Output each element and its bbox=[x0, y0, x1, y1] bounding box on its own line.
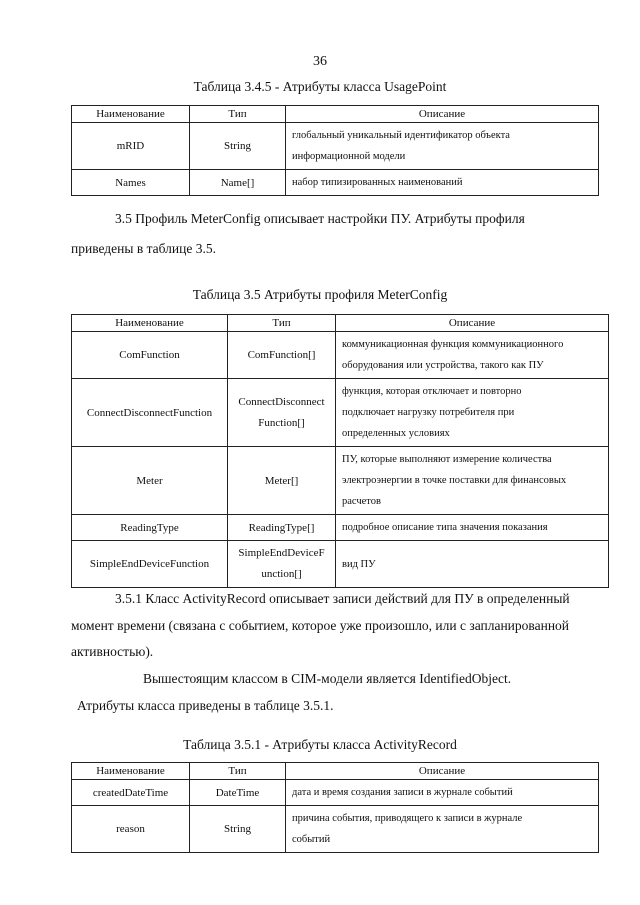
header-type: Тип bbox=[228, 315, 336, 332]
header-type: Тип bbox=[190, 763, 286, 780]
table-row bbox=[72, 332, 609, 379]
cell-type: ComFunction[] bbox=[228, 332, 336, 379]
cell-name: Meter bbox=[72, 447, 228, 515]
paragraph-line: 3.5 Профиль MeterConfig описывает настройки ПУ. Атрибуты профиля bbox=[115, 211, 525, 226]
cell-description: глобальный уникальный идентификатор объекта информационной модели bbox=[286, 123, 599, 170]
cell-name: reason bbox=[72, 806, 190, 853]
cell-description: дата и время создания записи в журнале событий bbox=[286, 780, 599, 806]
cell-description: функция, которая отключает и повторно подключает нагрузку потребителя при определенных условиях bbox=[336, 379, 609, 447]
paragraph-line: Вышестоящим классом в CIM-модели является IdentifiedObject. bbox=[143, 671, 512, 686]
paragraph-line: активностью). bbox=[71, 644, 154, 659]
cell-description: подробное описание типа значения показания bbox=[336, 515, 609, 541]
table-row bbox=[72, 447, 609, 515]
header-description: Описание bbox=[336, 315, 609, 332]
cell-name: ReadingType bbox=[72, 515, 228, 541]
paragraph-line: приведены в таблице 3.5. bbox=[71, 241, 216, 256]
cell-type: Meter[] bbox=[228, 447, 336, 515]
table-row bbox=[72, 170, 599, 196]
paragraph-line: 3.5.1 Класс ActivityRecord описывает записи действий для ПУ в определенный bbox=[115, 591, 570, 606]
table-meterconfig bbox=[71, 314, 609, 588]
header-description: Описание bbox=[286, 106, 599, 123]
page-number: 36 bbox=[313, 54, 327, 69]
cell-type: DateTime bbox=[190, 780, 286, 806]
cell-type: ConnectDisconnect Function[] bbox=[228, 379, 336, 447]
cell-type: String bbox=[190, 806, 286, 853]
table-usagepoint bbox=[71, 105, 599, 196]
cell-description: вид ПУ bbox=[336, 541, 609, 588]
table-row bbox=[72, 515, 609, 541]
cell-name: Names bbox=[72, 170, 190, 196]
table-row bbox=[72, 780, 599, 806]
cell-description: ПУ, которые выполняют измерение количества электроэнергии в точке поставки для финансовых расчетов bbox=[336, 447, 609, 515]
paragraph-line: момент времени (связана с событием, которое уже произошло, или с запланированной bbox=[71, 618, 570, 633]
paragraph-line: Атрибуты класса приведены в таблице 3.5.1. bbox=[77, 698, 334, 713]
cell-name: ConnectDisconnectFunction bbox=[72, 379, 228, 447]
cell-name: ComFunction bbox=[72, 332, 228, 379]
cell-description: коммуникационная функция коммуникационного оборудования или устройства, такого как ПУ bbox=[336, 332, 609, 379]
header-name: Наименование bbox=[72, 106, 190, 123]
table1-caption: Таблица 3.4.5 - Атрибуты класса UsagePoint bbox=[193, 79, 447, 94]
cell-name: createdDateTime bbox=[72, 780, 190, 806]
table-row bbox=[72, 806, 599, 853]
table3-caption: Таблица 3.5.1 - Атрибуты класса ActivityRecord bbox=[183, 737, 457, 752]
cell-type: SimpleEndDeviceF unction[] bbox=[228, 541, 336, 588]
table-row bbox=[72, 379, 609, 447]
cell-type: String bbox=[190, 123, 286, 170]
cell-description: причина события, приводящего к записи в журнале событий bbox=[286, 806, 599, 853]
header-name: Наименование bbox=[72, 315, 228, 332]
table-activityrecord bbox=[71, 762, 599, 853]
header-description: Описание bbox=[286, 763, 599, 780]
cell-type: ReadingType[] bbox=[228, 515, 336, 541]
table-row bbox=[72, 123, 599, 170]
cell-type: Name[] bbox=[190, 170, 286, 196]
table-row bbox=[72, 541, 609, 588]
cell-name: mRID bbox=[72, 123, 190, 170]
cell-name: SimpleEndDeviceFunction bbox=[72, 541, 228, 588]
header-name: Наименование bbox=[72, 763, 190, 780]
table2-caption: Таблица 3.5 Атрибуты профиля MeterConfig bbox=[192, 287, 448, 302]
header-type: Тип bbox=[190, 106, 286, 123]
cell-description: набор типизированных наименований bbox=[286, 170, 599, 196]
